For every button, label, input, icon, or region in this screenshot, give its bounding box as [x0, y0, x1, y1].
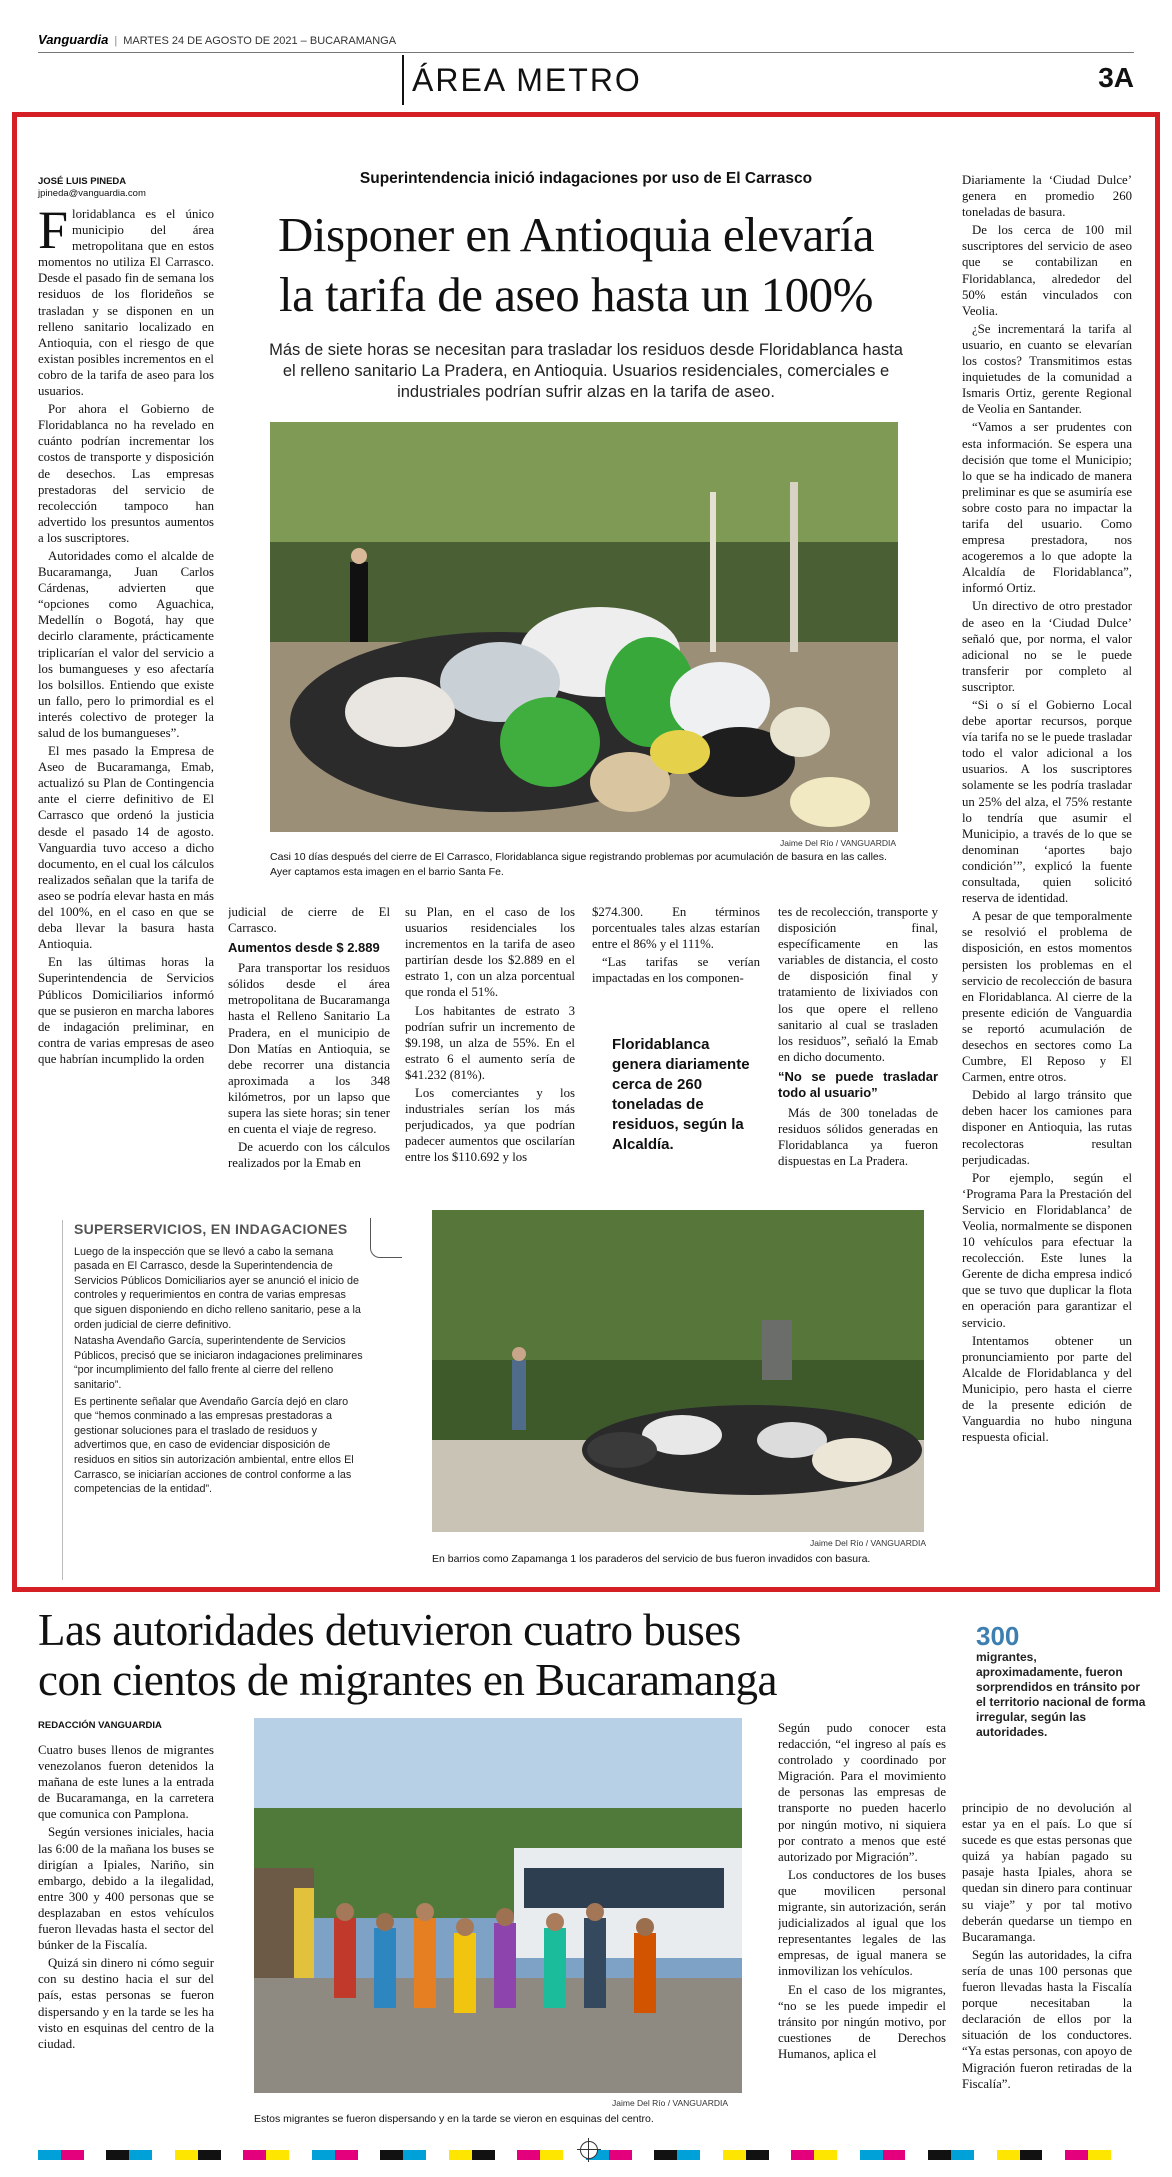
- stat-text: migrantes, aproximadamente, fueron sorprendidos en tránsito por el territorio nacional de forma irregular, según las autoridades.: [976, 1650, 1146, 1739]
- print-color-swatch: [38, 2150, 61, 2160]
- print-color-swatch: [609, 2150, 632, 2160]
- print-color-swatch: [495, 2150, 518, 2160]
- print-color-swatch: [266, 2150, 289, 2160]
- print-color-swatch: [175, 2150, 198, 2160]
- print-color-swatch: [129, 2150, 152, 2160]
- byline: [38, 1720, 238, 1732]
- print-color-swatch: [335, 2150, 358, 2160]
- photo-bus-stop-garbage-image: [432, 1210, 924, 1532]
- lead-column-1: [38, 206, 214, 1206]
- photo-garbage-santa-fe-image: [270, 422, 898, 832]
- second-column-1: [38, 1742, 214, 2142]
- print-color-swatch: [814, 2150, 837, 2160]
- lead-paragraph: ¿Se incrementará la tarifa al usuario, en cuanto se elevarían los costos? Transmitimos estas inquietudes de la comunidad a Ismaris Ortiz, gerente Regional de Veolia en Santander.: [962, 321, 1132, 417]
- masthead-rule: [38, 52, 1134, 53]
- lead-paragraph: El mes pasado la Empresa de Aseo de Bucaramanga, Emab, actualizó su Plan de Contingencia ante el cierre definitivo de El Carrasco que ordenó la justicia desde el pasado 14 de agosto. Vanguardia tuvo acceso a dicho documento, en el cual los cálculos realizados señalan que la tarifa de aseo se podría elevar hasta en más del 100%, en el caso en que se deba llevar la basura hasta Antioquia.: [38, 744, 214, 952]
- photo-caption: En barrios como Zapamanga 1 los paraderos del servicio de bus fueron invadidos con basura.: [432, 1553, 871, 1565]
- lead-paragraph: Más de 300 toneladas de residuos sólidos generadas en Floridablanca ya fueron dispuestas en La Pradera.: [778, 1105, 938, 1169]
- headline-line-1: Disponer en Antioquia elevaría: [278, 207, 874, 262]
- print-color-swatch: [1088, 2150, 1111, 2160]
- lead-paragraph: Los comerciantes y los industriales serían los más perjudicados, ya que podrían padecer aumentos que oscilarían entre los $110.692 y los: [405, 1086, 575, 1165]
- lead-subhead: “No se puede trasladar todo al usuario”: [778, 1068, 938, 1100]
- lead-column-4: [592, 904, 760, 1024]
- print-color-swatch: [1065, 2150, 1088, 2160]
- second-column-2: [778, 1720, 946, 2140]
- print-color-swatch: [837, 2150, 860, 2160]
- photo-credit: Jaime Del Río / VANGUARDIA: [810, 1538, 927, 1548]
- lead-paragraph: su Plan, en el caso de los usuarios residenciales los incrementos en la tarifa de aseo partirían desde los $2.889 en el estrato 1, con un alza porcentual que ronda el 51%.: [405, 905, 575, 1000]
- print-color-swatch: [974, 2150, 997, 2160]
- photo-caption: Estos migrantes se fueron dispersando y en la tarde se vieron en esquinas del centro.: [254, 2113, 654, 2125]
- lead-paragraph: tes de recolección, transporte y disposición final, específicamente en las variables de distancia, el costo de disposición final y tratamiento de lixiviados con los que opere el relleno sanitario al cual se trasladen los residuos”, señaló la Emab en dicho documento.: [778, 905, 938, 1064]
- print-color-swatch: [791, 2150, 814, 2160]
- brand-logo: Vanguardia: [38, 32, 109, 47]
- photo-garbage-santa-fe: [270, 422, 898, 832]
- byline-name: JOSÉ LUIS PINEDA: [38, 176, 127, 187]
- lead-paragraph: $274.300. En términos porcentuales tales alzas estarían entre el 86% y el 111%.: [592, 905, 760, 952]
- print-color-swatch: [928, 2150, 951, 2160]
- lead-paragraph: “Las tarifas se verían impactadas en los componen-: [592, 955, 760, 986]
- print-color-swatch: [517, 2150, 540, 2160]
- lead-paragraph: De acuerdo con los cálculos realizados por la Emab en: [228, 1140, 390, 1171]
- second-paragraph: En el caso de los migrantes, “no se les puede impedir el tránsito por ningún motivo, por cuestiones de Derechos Humanos, aplica el: [778, 1982, 946, 2061]
- second-column-3: [962, 1800, 1132, 2140]
- second-headline: [38, 1605, 918, 1705]
- print-color-swatch: [997, 2150, 1020, 2160]
- print-color-swatch: [1111, 2150, 1134, 2160]
- byline-email[interactable]: jpineda@vanguardia.com: [38, 188, 146, 199]
- second-paragraph: Cuatro buses llenos de migrantes venezolanos fueron detenidos la mañana de este lunes a la entrada de Bucaramanga, en la carretera que comunica con Pamplona.: [38, 1743, 214, 1822]
- sidebox-rule: [62, 1220, 63, 1580]
- lead-column-3: [405, 904, 575, 1204]
- byline: [38, 176, 188, 200]
- second-paragraph: Quizá sin dinero ni cómo seguir con su destino hacia el sur del país, estas personas se fueron dispersando y en la tarde se les ha visto en esquinas del centro de la ciudad.: [38, 1956, 214, 2051]
- stat-number: 300: [976, 1621, 1020, 1651]
- page-number: 3A: [1098, 62, 1134, 93]
- print-color-swatch: [677, 2150, 700, 2160]
- print-color-swatch: [289, 2150, 312, 2160]
- print-color-swatch: [769, 2150, 792, 2160]
- headline-line-2: la tarifa de aseo hasta un 100%: [278, 267, 874, 322]
- photo-bus-stop-garbage: [432, 1210, 924, 1532]
- pull-quote: Floridablanca genera diariamente cerca de 260 toneladas de residuos, según la Alcaldía.: [612, 1036, 750, 1153]
- lead-paragraph: “Vamos a ser prudentes con esta información. Se espera una decisión que tome el Municipio; lo que se ha indicado de manera preliminar es que se asumiría ese sobre costo para no impactar la tarifa del usuario. Como empresa prestadora, nos acogeremos a lo que adopte la Alcaldía de Floridablanca”, informó Ortiz.: [962, 420, 1132, 596]
- print-color-swatch: [746, 2150, 769, 2160]
- sidebox-paragraph: Luego de la inspección que se llevó a cabo la semana pasada en El Carrasco, desde la Superintendencia de Servicios Públicos Domiciliarios ayer se anunció el inicio de controles y requerimientos en contra de varias empresas que siguen disponiendo en dicho relleno sanitario, pese a la orden judicial de cierre definitivo.: [74, 1245, 361, 1331]
- lead-paragraph: Debido al largo tránsito que deben hacer los camiones para disponer en Antioquia, las rutas recolectoras resultan perjudicadas.: [962, 1088, 1132, 1167]
- second-paragraph: Según las autoridades, la cifra sería de unas 100 personas que fueron llevadas hasta la Fiscalía porque necesitaban la declaración de ellos por la situación de los conductores. “Ya estas personas, con apoyo de Migración fueron retiradas de la Fiscalía”.: [962, 1947, 1132, 2091]
- print-color-swatch: [312, 2150, 335, 2160]
- lead-subhead: Aumentos desde $ 2.889: [228, 940, 380, 956]
- print-color-swatch: [106, 2150, 129, 2160]
- paragraph-text: loridablanca es el único municipio del área metropolitana que en estos momentos no utiliza El Carrasco. Desde el pasado fin de semana los residuos de los florideños se trasladan y se disponen en un relleno sanitario localizado en Antioquia, con el riesgo de que existan posibles incrementos en el cobro de la tarifa de aseo para los usuarios.: [38, 207, 214, 399]
- registration-mark-icon: [580, 2141, 598, 2159]
- lead-paragraph: [38, 206, 214, 399]
- sidebox-brace: [370, 1218, 402, 1258]
- deck: Más de siete horas se necesitan para trasladar los residuos desde Floridablanca hasta el relleno sanitario La Pradera, en Antioquia. Usuarios residenciales, comerciales e industriales podrían sufrir alzas en la tarifa de aseo.: [269, 341, 903, 401]
- print-color-swatch: [905, 2150, 928, 2160]
- lead-paragraph: En las últimas horas la Superintendencia de Servicios Públicos Domiciliarios informó que se pusieron en marcha labores de indagación preliminar, en contra de varias empresas de aseo que habrían incumplido la orden: [38, 955, 214, 1066]
- photo-migrants: [254, 1718, 742, 2093]
- lead-paragraph: “Si o sí el Gobierno Local debe aportar recursos, porque vía tarifa no se le puede trasladar todo el valor adicional a los usuarios. A los suscriptores solamente se les podría trasladar un 25% del alza, el 75% restante lo tendría que asumir el Municipio, a través de lo que se denominan ‘aportes bajo condición’”, explicó la fuente consultada, quien solicitó reserva de identidad.: [962, 698, 1132, 906]
- print-color-swatch: [84, 2150, 107, 2160]
- print-color-swatch: [152, 2150, 175, 2160]
- photo-migrants-image: [254, 1718, 742, 2093]
- second-paragraph: Según versiones iniciales, hacia las 6:00 de la mañana los buses se dirigían a Ipiales, Nariño, sin embargo, debido a la ilegalidad, entre 300 y 400 personas que se desplazaban en estos vehículos fueron llevadas hasta el sector del búnker de la Fiscalía.: [38, 1825, 214, 1953]
- print-color-swatch: [198, 2150, 221, 2160]
- print-color-swatch: [883, 2150, 906, 2160]
- headline-line-2: con cientos de migrantes en Bucaramanga: [38, 1655, 777, 1705]
- lead-column-2: [228, 904, 390, 1204]
- lead-column-6: [962, 172, 1132, 1582]
- print-color-swatch: [1042, 2150, 1065, 2160]
- lead-column-5: [778, 904, 938, 1204]
- lead-paragraph: Por ahora el Gobierno de Floridablanca no ha revelado en cuánto podrían incrementar los costos de transporte y disposición de desechos. Las empresas prestadoras del servicio de recolección tampoco han advertido los presuntos aumentos a los suscriptores.: [38, 402, 214, 545]
- print-color-swatch: [860, 2150, 883, 2160]
- print-color-swatch: [61, 2150, 84, 2160]
- masthead: Vanguardia | MARTES 24 DE AGOSTO DE 2021 – BUCARAMANGA: [38, 32, 397, 47]
- photo-credit: Jaime Del Río / VANGUARDIA: [612, 2098, 729, 2108]
- print-color-swatch: [221, 2150, 244, 2160]
- lead-paragraph: Intentamos obtener un pronunciamiento por parte del Alcalde de Floridablanca y del Municipio, pero hasta el cierre de la presente edición de Vanguardia no hubo ninguna respuesta oficial.: [962, 1333, 1132, 1445]
- lead-paragraph: De los cerca de 100 mil suscriptores del servicio de aseo que se contabilizan en Floridablanca, alrededor del 50% están vinculados con Veolia.: [962, 223, 1132, 318]
- lead-paragraph: judicial de cierre de El Carrasco.: [228, 905, 390, 936]
- lead-paragraph: Por ejemplo, según el ‘Programa Para la Prestación del Servicio en Floridablanca’ de Veolia, normalmente se disponen 10 vehículos para efectuar la recolección. Este lunes la Gerente de dicha empresa indicó que se tuvo que duplicar la flota en operación para garantizar el servicio.: [962, 1170, 1132, 1330]
- print-color-swatch: [243, 2150, 266, 2160]
- print-color-swatch: [1020, 2150, 1043, 2160]
- sidebox-paragraph: Es pertinente señalar que Avendaño García dejó en claro que “hemos conminado a las empresas prestadoras a gestionar soluciones para el traslado de residuos y advertimos que, en caso de evidenciar disposición de residuos en sitios sin autorización ambiental, entre ellos El Carrasco, se iniciarían acciones de control conforme a las competencias de la entidad”.: [74, 1395, 354, 1496]
- print-color-swatch: [449, 2150, 472, 2160]
- lead-paragraph: Para transportar los residuos sólidos desde el área metropolitana de Bucaramanga hasta el Relleno Sanitario La Pradera, en el municipio de Don Matías en Antioquia, se debe recorrer una distancia aproximada a los 348 kilómetros, por un lapso que supera las siete horas; sin tener en cuenta el viaje de regreso.: [228, 961, 390, 1137]
- sidebox-paragraph: Natasha Avendaño García, superintendente de Servicios Públicos, precisó que se iniciaron indagaciones preliminares “por incumplimiento del fallo frente al cierre del relleno sanitario”.: [74, 1335, 363, 1391]
- lead-headline: [226, 205, 926, 325]
- print-color-swatch: [700, 2150, 723, 2160]
- stat-callout: [976, 1622, 1146, 1740]
- second-paragraph: Los conductores de los buses que movilicen personal migrante, sin autorización, serán judicializados al igual que los representantes legales de las empresas, de igual manera se inmovilizan los vehículos.: [778, 1867, 946, 1979]
- photo-credit: Jaime Del Río / VANGUARDIA: [780, 838, 897, 848]
- sidebox: [74, 1222, 364, 1570]
- print-color-swatch: [654, 2150, 677, 2160]
- second-paragraph: principio de no devolución al estar ya en el país. Lo que sí sucede es que estas personas que quizá ya habían pagado su pasaje hasta Ipiales, ahora se quedan sin dinero para continuar su viaje” y por tal motivo deberán quedarse un tiempo en Bucaramanga.: [962, 1801, 1132, 1944]
- print-color-swatch: [540, 2150, 563, 2160]
- headline-line-1: Las autoridades detuvieron cuatro buses: [38, 1605, 741, 1655]
- section-title: ÁREA METRO: [412, 62, 642, 98]
- lead-paragraph: Un directivo de otro prestador de aseo en la ‘Ciudad Dulce’ señaló que, por norma, el valor adicional no se le puede transferir por completo al suscriptor.: [962, 599, 1132, 694]
- lead-paragraph: Autoridades como el alcalde de Bucaramanga, Juan Carlos Cárdenas, advierten que “opciones como Aguachica, Medellín o Bogotá, hay que decirlo claramente, prácticamente triplicarían el valor del servicio a los bumangueses y eso afectaría los bolsillos. Entiendo que existe un fallo, pero lo primordial es el interés colectivo de proteger la salud de los bumangueses”.: [38, 548, 214, 740]
- lead-paragraph: Los habitantes de estrato 3 podrían sufrir un incremento de $9.198, un alza de 55%. En el estrato 6 el aumento sería de $41.232 (81%).: [405, 1003, 575, 1082]
- issue-date: MARTES 24 DE AGOSTO DE 2021 – BUCARAMANGA: [123, 35, 397, 47]
- photo-caption: Casi 10 días después del cierre de El Carrasco, Floridablanca sigue registrando problemas por acumulación de basura en las calles. Ayer captamos esta imagen en el barrio Santa Fe.: [270, 851, 887, 878]
- second-paragraph: Según pudo conocer esta redacción, “el ingreso al país es controlado y coordinado por Migración. Para el movimiento de personas las empresas de transporte no pueden hacerlo por ningún motivo, ni siquiera por contrato a menos que esté autorizado por Migración”.: [778, 1721, 946, 1864]
- byline-name: REDACCIÓN VANGUARDIA: [38, 1720, 162, 1731]
- print-color-swatch: [472, 2150, 495, 2160]
- lead-paragraph: Diariamente la ‘Ciudad Dulce’ genera en promedio 260 toneladas de basura.: [962, 173, 1132, 220]
- drop-cap: F: [38, 206, 69, 260]
- print-color-swatch: [426, 2150, 449, 2160]
- kicker: Superintendencia inició indagaciones por uso de El Carrasco: [359, 170, 813, 187]
- print-color-swatch: [380, 2150, 403, 2160]
- sidebox-title: SUPERSERVICIOS, EN INDAGACIONES: [74, 1221, 348, 1237]
- print-color-swatch: [723, 2150, 746, 2160]
- section-header: [402, 55, 642, 105]
- print-color-swatch: [951, 2150, 974, 2160]
- lead-paragraph: A pesar de que temporalmente se resolvió el problema de disposición, en estos momentos persisten los problemas en el servicio de recolección de basura en Floridablanca. Al cierre de la presente edición de Vanguardia se reportó acumulación de desechos en sectores como La Cumbre, El Reposo y El Carmen, entre otros.: [962, 909, 1132, 1085]
- print-color-swatch: [632, 2150, 655, 2160]
- print-color-swatch: [358, 2150, 381, 2160]
- print-color-swatch: [403, 2150, 426, 2160]
